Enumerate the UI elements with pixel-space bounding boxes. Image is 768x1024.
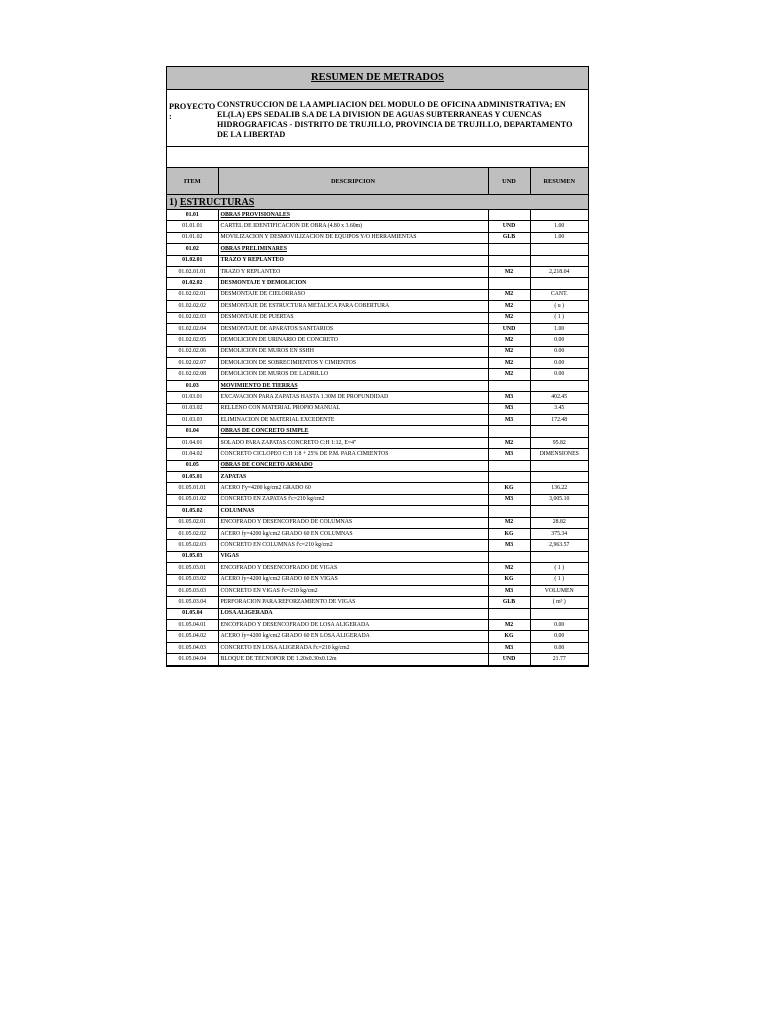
unit-cell: M3 bbox=[488, 585, 530, 596]
description-cell: MOVIMIENTO DE TIERRAS bbox=[218, 380, 488, 391]
unit-cell: M2 bbox=[488, 266, 530, 277]
column-header-descripcion: DESCRIPCION bbox=[218, 168, 488, 195]
item-cell: 01.02.01.01 bbox=[167, 266, 218, 277]
description-cell: ACERO Fy=4200 kg/cm2 GRADO 60 bbox=[218, 483, 488, 494]
unit-cell: M2 bbox=[488, 312, 530, 323]
unit-cell: KG bbox=[488, 528, 530, 539]
description-cell: DESMONTAJE DE APARATOS SANITARIOS bbox=[218, 323, 488, 334]
column-header-und: UND bbox=[488, 168, 530, 195]
project-label: PROYECTO : bbox=[169, 102, 216, 121]
description-cell: CONCRETO EN ZAPATAS f'c=210 kg/cm2 bbox=[218, 494, 488, 505]
resumen-cell bbox=[530, 608, 588, 619]
project-description: CONSTRUCCION DE LA AMPLIACION DEL MODULO DE OFICINA ADMINISTRATIVA; EN EL(LA) EPS SEDALIB S.A DE LA DIVISION DE AGUAS SUBTERRANEAS Y CUENCAS HIDROGRAFICAS - DISTRITO DE TRUJILLO, PROVINCIA DE TRUJILLO, DEPARTAMENTO DE LA LIBERTAD bbox=[217, 100, 573, 139]
description-cell: CONCRETO EN VIGAS f'c=210 kg/cm2 bbox=[218, 585, 488, 596]
unit-cell: GLB bbox=[488, 597, 530, 608]
description-cell: DEMOLICION DE MUROS DE LADRILLO bbox=[218, 369, 488, 380]
description-cell: ELIMINACION DE MATERIAL EXCEDENTE bbox=[218, 415, 488, 426]
unit-cell: UND bbox=[488, 654, 530, 665]
unit-cell: M2 bbox=[488, 346, 530, 357]
description-cell: ENCOFRADO Y DESENCOFRADO DE VIGAS bbox=[218, 563, 488, 574]
item-cell: 01.05.01.01 bbox=[167, 483, 218, 494]
resumen-cell: 0.00 bbox=[530, 631, 588, 642]
resumen-cell: 1.00 bbox=[530, 232, 588, 243]
project-block bbox=[167, 90, 588, 147]
item-cell: 01.05.04.04 bbox=[167, 654, 218, 665]
blank-row bbox=[167, 147, 588, 168]
item-cell: 01.02.02.03 bbox=[167, 312, 218, 323]
table-row bbox=[167, 574, 588, 585]
item-cell: 01.03.01 bbox=[167, 392, 218, 403]
table-row bbox=[167, 403, 588, 414]
table-row bbox=[167, 210, 588, 221]
item-cell: 01.04.02 bbox=[167, 449, 218, 460]
description-cell: OBRAS PROVISIONALES bbox=[218, 210, 488, 221]
column-header-resumen: RESUMEN bbox=[530, 168, 588, 195]
resumen-cell: ( 1 ) bbox=[530, 563, 588, 574]
item-cell: 01.05.04 bbox=[167, 608, 218, 619]
table-row bbox=[167, 289, 588, 300]
description-cell: ACERO fy=4200 kg/cm2 GRADO 60 EN VIGAS bbox=[218, 574, 488, 585]
resumen-cell: 0.00 bbox=[530, 346, 588, 357]
table-row bbox=[167, 608, 588, 619]
resumen-cell: CANT. bbox=[530, 289, 588, 300]
description-cell: CONCRETO EN LOSA ALIGERADA f'c=210 kg/cm2 bbox=[218, 642, 488, 653]
item-cell: 01.02.02.07 bbox=[167, 358, 218, 369]
table-row bbox=[167, 631, 588, 642]
unit-cell bbox=[488, 551, 530, 562]
unit-cell bbox=[488, 471, 530, 482]
table-row bbox=[167, 551, 588, 562]
item-cell: 01.04 bbox=[167, 426, 218, 437]
item-cell: 01.05.04.01 bbox=[167, 620, 218, 631]
resumen-cell: 3.45 bbox=[530, 403, 588, 414]
table-row bbox=[167, 323, 588, 334]
unit-cell: KG bbox=[488, 574, 530, 585]
table-row bbox=[167, 494, 588, 505]
table-row bbox=[167, 380, 588, 391]
table-row bbox=[167, 585, 588, 596]
table-row bbox=[167, 346, 588, 357]
table-row bbox=[167, 506, 588, 517]
resumen-cell: 2,218.04 bbox=[530, 266, 588, 277]
unit-cell bbox=[488, 244, 530, 255]
item-cell: 01.05.02.03 bbox=[167, 540, 218, 551]
item-cell: 01.05.04.03 bbox=[167, 642, 218, 653]
item-cell: 01.05.03.03 bbox=[167, 585, 218, 596]
resumen-cell: 3,005.10 bbox=[530, 494, 588, 505]
resumen-cell: 95.82 bbox=[530, 437, 588, 448]
unit-cell bbox=[488, 608, 530, 619]
table-row bbox=[167, 278, 588, 289]
item-cell: 01.05.04.02 bbox=[167, 631, 218, 642]
resumen-cell bbox=[530, 460, 588, 471]
unit-cell: M2 bbox=[488, 517, 530, 528]
item-cell: 01.05.02 bbox=[167, 506, 218, 517]
table-row bbox=[167, 620, 588, 631]
item-cell: 01.02.02.04 bbox=[167, 323, 218, 334]
resumen-cell: 172.48 bbox=[530, 415, 588, 426]
description-cell: COLUMNAS bbox=[218, 506, 488, 517]
resumen-cell: 375.34 bbox=[530, 528, 588, 539]
description-cell: DESMONTAJE DE CIELORRASO bbox=[218, 289, 488, 300]
unit-cell: M2 bbox=[488, 358, 530, 369]
unit-cell: M2 bbox=[488, 563, 530, 574]
description-cell: DEMOLICION DE MUROS EN SSHH bbox=[218, 346, 488, 357]
table-row bbox=[167, 471, 588, 482]
unit-cell: M2 bbox=[488, 301, 530, 312]
section-row bbox=[167, 195, 588, 210]
unit-cell: M3 bbox=[488, 494, 530, 505]
column-header-row bbox=[167, 168, 588, 195]
resumen-cell bbox=[530, 551, 588, 562]
table-row bbox=[167, 312, 588, 323]
item-cell: 01.04.01 bbox=[167, 437, 218, 448]
description-cell: PERFORACION PARA REFORZAMIENTO DE VIGAS bbox=[218, 597, 488, 608]
resumen-cell: 0.00 bbox=[530, 620, 588, 631]
resumen-cell: 0.00 bbox=[530, 369, 588, 380]
description-cell: CONCRETO CICLOPEO C:H 1:8 + 25% DE P.M. PARA CIMIENTOS bbox=[218, 449, 488, 460]
unit-cell: GLB bbox=[488, 232, 530, 243]
resumen-cell bbox=[530, 426, 588, 437]
description-cell: CONCRETO EN COLUMNAS f'c=210 kg/cm2 bbox=[218, 540, 488, 551]
resumen-cell bbox=[530, 471, 588, 482]
description-cell: BLOQUE DE TECNOPOR DE 1.20x0.30x0.12m bbox=[218, 654, 488, 665]
unit-cell bbox=[488, 380, 530, 391]
description-cell: ENCOFRADO Y DESENCOFRADO DE LOSA ALIGERADA bbox=[218, 620, 488, 631]
unit-cell: M3 bbox=[488, 642, 530, 653]
resumen-cell: 21.77 bbox=[530, 654, 588, 665]
unit-cell bbox=[488, 210, 530, 221]
description-cell: TRAZO Y REPLANTEO bbox=[218, 266, 488, 277]
section-title: ESTRUCTURAS bbox=[179, 196, 255, 208]
table-row bbox=[167, 415, 588, 426]
item-cell: 01.01.02 bbox=[167, 232, 218, 243]
resumen-cell: VOLUMEN bbox=[530, 585, 588, 596]
description-cell: OBRAS DE CONCRETO SIMPLE bbox=[218, 426, 488, 437]
description-cell: MOVILIZACION Y DESMOVILIZACION DE EQUIPOS Y/O HERRAMIENTAS bbox=[218, 232, 488, 243]
unit-cell: UND bbox=[488, 323, 530, 334]
table-row bbox=[167, 255, 588, 266]
resumen-cell bbox=[530, 278, 588, 289]
unit-cell bbox=[488, 460, 530, 471]
unit-cell: M2 bbox=[488, 289, 530, 300]
column-header-item: ITEM bbox=[167, 168, 218, 195]
table-row bbox=[167, 221, 588, 232]
description-cell: DESMONTAJE DE PUERTAS bbox=[218, 312, 488, 323]
sheet-title: RESUMEN DE METRADOS bbox=[167, 67, 588, 90]
resumen-cell: 28.82 bbox=[530, 517, 588, 528]
unit-cell bbox=[488, 278, 530, 289]
table-row bbox=[167, 232, 588, 243]
table-row bbox=[167, 597, 588, 608]
resumen-cell bbox=[530, 255, 588, 266]
description-cell: DESMONTAJE Y DEMOLICION bbox=[218, 278, 488, 289]
unit-cell: M3 bbox=[488, 540, 530, 551]
item-cell: 01.05.02.02 bbox=[167, 528, 218, 539]
description-cell: DEMOLICION DE URINARIO DE CONCRETO bbox=[218, 335, 488, 346]
table-row bbox=[167, 301, 588, 312]
table-row bbox=[167, 483, 588, 494]
item-cell: 01.02.02.06 bbox=[167, 346, 218, 357]
resumen-cell: 0.00 bbox=[530, 335, 588, 346]
resumen-cell: 402.45 bbox=[530, 392, 588, 403]
unit-cell: UND bbox=[488, 221, 530, 232]
table-row bbox=[167, 426, 588, 437]
item-cell: 01.05.03.02 bbox=[167, 574, 218, 585]
description-cell: DESMONTAJE DE ESTRUCTURA METALICA PARA COBERTURA bbox=[218, 301, 488, 312]
resumen-cell bbox=[530, 244, 588, 255]
table-row bbox=[167, 335, 588, 346]
table-row bbox=[167, 437, 588, 448]
description-cell: DEMOLICION DE SOBRECIMIENTOS Y CIMIENTOS bbox=[218, 358, 488, 369]
unit-cell: M3 bbox=[488, 415, 530, 426]
item-cell: 01.05.02.01 bbox=[167, 517, 218, 528]
resumen-cell: 0.00 bbox=[530, 642, 588, 653]
description-cell: ZAPATAS bbox=[218, 471, 488, 482]
unit-cell bbox=[488, 506, 530, 517]
metrados-table bbox=[167, 168, 588, 666]
item-cell: 01.05.03.01 bbox=[167, 563, 218, 574]
description-cell: TRAZO Y REPLANTEO bbox=[218, 255, 488, 266]
item-cell: 01.03.03 bbox=[167, 415, 218, 426]
table-row bbox=[167, 266, 588, 277]
item-cell: 01.03 bbox=[167, 380, 218, 391]
table-row bbox=[167, 517, 588, 528]
unit-cell: M2 bbox=[488, 369, 530, 380]
section-cell bbox=[167, 195, 588, 210]
item-cell: 01.02.02.02 bbox=[167, 301, 218, 312]
item-cell: 01.03.02 bbox=[167, 403, 218, 414]
section-number: 1) bbox=[169, 196, 178, 208]
resumen-cell bbox=[530, 380, 588, 391]
item-cell: 01.02.02 bbox=[167, 278, 218, 289]
table-row bbox=[167, 540, 588, 551]
unit-cell: M3 bbox=[488, 392, 530, 403]
resumen-cell: ( u ) bbox=[530, 301, 588, 312]
item-cell: 01.02.02.05 bbox=[167, 335, 218, 346]
item-cell: 01.05 bbox=[167, 460, 218, 471]
item-cell: 01.02 bbox=[167, 244, 218, 255]
description-cell: ACERO fy=4200 kg/cm2 GRADO 60 EN COLUMNAS bbox=[218, 528, 488, 539]
table-row bbox=[167, 449, 588, 460]
table-row bbox=[167, 244, 588, 255]
description-cell: RELLENO CON MATERIAL PROPIO MANUAL bbox=[218, 403, 488, 414]
item-cell: 01.02.01 bbox=[167, 255, 218, 266]
item-cell: 01.01.01 bbox=[167, 221, 218, 232]
resumen-cell: 0.00 bbox=[530, 358, 588, 369]
resumen-cell: ( 1 ) bbox=[530, 312, 588, 323]
resumen-cell: 1.00 bbox=[530, 221, 588, 232]
item-cell: 01.02.02.08 bbox=[167, 369, 218, 380]
table-row bbox=[167, 369, 588, 380]
resumen-cell: 2,963.57 bbox=[530, 540, 588, 551]
resumen-cell: DIMENSIONES bbox=[530, 449, 588, 460]
unit-cell: M2 bbox=[488, 620, 530, 631]
resumen-cell: ( m³ ) bbox=[530, 597, 588, 608]
table-row bbox=[167, 358, 588, 369]
description-cell: ACERO fy=4200 kg/cm2 GRADO 60 EN LOSA ALIGERADA bbox=[218, 631, 488, 642]
table-row bbox=[167, 654, 588, 665]
resumen-cell: 1.00 bbox=[530, 323, 588, 334]
table-row bbox=[167, 528, 588, 539]
item-cell: 01.01 bbox=[167, 210, 218, 221]
description-cell: OBRAS PRELIMINARES bbox=[218, 244, 488, 255]
metrados-sheet bbox=[166, 66, 589, 667]
unit-cell bbox=[488, 426, 530, 437]
table-row bbox=[167, 460, 588, 471]
item-cell: 01.05.03.04 bbox=[167, 597, 218, 608]
description-cell: LOSA ALIGERADA bbox=[218, 608, 488, 619]
unit-cell bbox=[488, 255, 530, 266]
unit-cell: KG bbox=[488, 631, 530, 642]
description-cell: VIGAS bbox=[218, 551, 488, 562]
unit-cell: M3 bbox=[488, 403, 530, 414]
resumen-cell bbox=[530, 210, 588, 221]
description-cell: OBRAS DE CONCRETO ARMADO bbox=[218, 460, 488, 471]
description-cell: SOLADO PARA ZAPATAS CONCRETO C:H 1:12, E=4" bbox=[218, 437, 488, 448]
unit-cell: M2 bbox=[488, 335, 530, 346]
item-cell: 01.05.01 bbox=[167, 471, 218, 482]
description-cell: ENCOFRADO Y DESENCOFRADO DE COLUMNAS bbox=[218, 517, 488, 528]
item-cell: 01.05.01.02 bbox=[167, 494, 218, 505]
unit-cell: M3 bbox=[488, 449, 530, 460]
item-cell: 01.02.02.01 bbox=[167, 289, 218, 300]
resumen-cell bbox=[530, 506, 588, 517]
description-cell: EXCAVACION PARA ZAPATAS HASTA 1.30M DE PROFUNDIDAD bbox=[218, 392, 488, 403]
table-row bbox=[167, 563, 588, 574]
unit-cell: KG bbox=[488, 483, 530, 494]
item-cell: 01.05.03 bbox=[167, 551, 218, 562]
unit-cell: M2 bbox=[488, 437, 530, 448]
resumen-cell: ( 1 ) bbox=[530, 574, 588, 585]
table-row bbox=[167, 642, 588, 653]
description-cell: CARTEL DE IDENTIFICACION DE OBRA (4.80 x 3.60m) bbox=[218, 221, 488, 232]
table-row bbox=[167, 392, 588, 403]
resumen-cell: 136.22 bbox=[530, 483, 588, 494]
